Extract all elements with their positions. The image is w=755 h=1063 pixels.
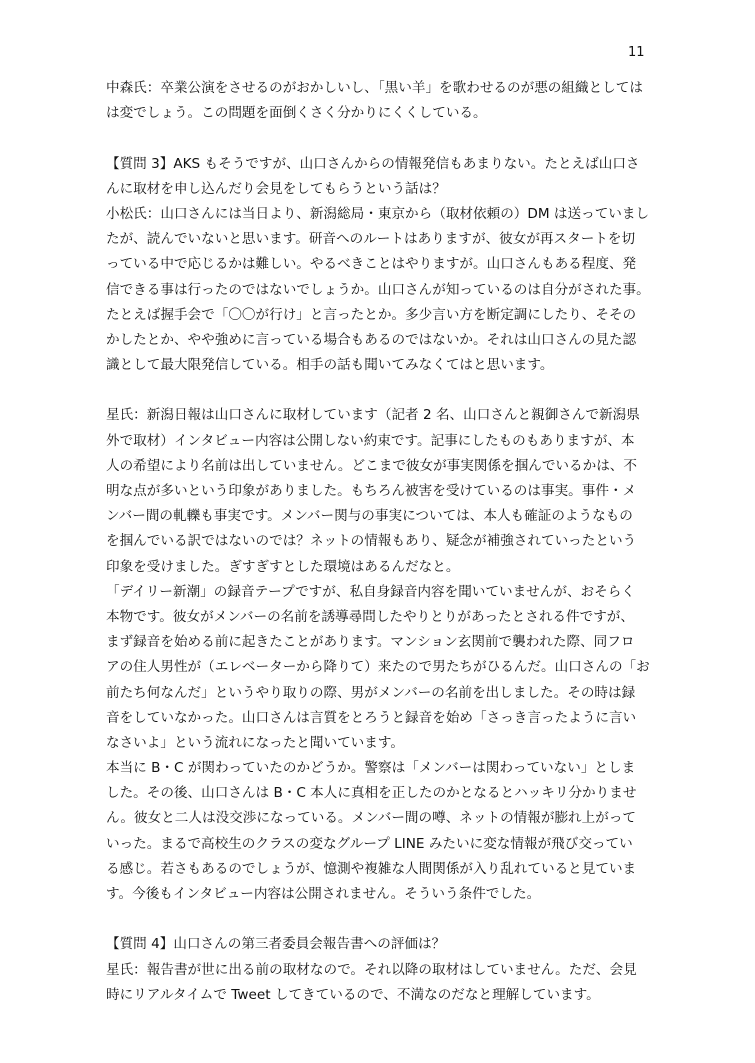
- text-line: たとえば握手会で「〇〇が行け」と言ったとか。多少言い方を断定調にしたり、そその: [106, 306, 637, 323]
- text-line: 「デイリー新潮」の録音テープですが、私自身録音内容を聞いていませんが、おそらく: [106, 583, 635, 600]
- text-line: 時にリアルタイムで Tweet してきているので、不満なのだなと理解しています。: [106, 986, 600, 1003]
- paragraph-gap: [106, 126, 666, 151]
- text-line: なさいよ」という流れになったと聞いています。: [106, 734, 404, 751]
- text-line: す。今後もインタビュー内容は公開されません。そういう条件でした。: [106, 886, 541, 902]
- text-line: まず録音を始める前に起きたことがあります。マンション玄関前で襲われた際、同フロ: [106, 634, 635, 651]
- text-line: 音をしていなかった。山口さんは言質をとろうと録音を始め「さっき言ったように言い: [106, 709, 637, 726]
- text-line: たが、読んでいないと思います。研音へのルートはありますが、彼女が再スタートを切: [106, 231, 636, 248]
- text-line: アの住人男性が（エレベーターから降りて）来たので男たちがひるんだ。山口さんの「お: [106, 659, 650, 676]
- text-line: 信できる事は行ったのではないでしょうか。山口さんが知っているのは自分がされた事。: [106, 281, 650, 298]
- text-line: 明な点が多いという印象がありました。もちろん被害を受けているのは事実。事件・メ: [106, 483, 637, 499]
- text-line: いった。まるで高校生のクラスの変なグループ LINE みたいに変な情報が飛び交ってい: [106, 835, 633, 852]
- text-line: 小松氏：山口さんには当日より、新潟総局・東京から（取材依頼の）DM は送っていまし: [106, 205, 650, 222]
- text-line: 識として最大限発信している。相手の話も聞いてみなくてはと思います。: [106, 357, 554, 374]
- page-number: 11: [628, 45, 645, 60]
- text-line: ンバー間の軋轢も事実です。メンバー関与の事実については、本人も確証のようなもの: [106, 508, 633, 525]
- paragraph: [106, 152, 666, 379]
- paragraph: [106, 76, 666, 126]
- text-line: 人の希望により名前は出していません。どこまで彼女が事実関係を掴んでいるかは、不: [106, 457, 637, 474]
- text-line: 本物です。彼女がメンバーの名前を誘導尋問したやりとりがあったとされる件ですが、: [106, 608, 634, 625]
- paragraph: [106, 932, 666, 1008]
- text-line: 本当に B・C が関わっていたのかどうか。警察は「メンバーは関わっていない」としま: [106, 760, 636, 777]
- text-line: 【質問 4】山口さんの第三者委員会報告書への評価は？: [106, 936, 446, 953]
- text-line: かしたとか、やや強めに言っている場合もあるのではないか。それは山口さんの見た認: [106, 331, 637, 348]
- text-line: 前たち何なんだ」というやり取りの際、男がメンバーの名前を出しました。その時は録: [106, 684, 636, 701]
- text-line: 【質問 3】AKS もそうですが、山口さんからの情報発信もあまりない。たとえば山口さ: [106, 155, 640, 172]
- paragraph: [106, 403, 666, 907]
- text-line: 印象を受けました。ぎすぎすとした環境はあるんだなと。: [106, 558, 460, 575]
- text-line: 中森氏：卒業公演をさせるのがおかしいし、「黒い羊」を歌わせるのが悪の組織としては: [106, 80, 643, 96]
- text-line: 星氏：報告書が世に出る前の取材なので。それ以降の取材はしていません。ただ、会見: [106, 961, 637, 978]
- text-line: る感じ。若さもあるのでしょうが、憶測や複雑な人間関係が入り乱れていると見ていま: [106, 860, 637, 877]
- document-body: [106, 76, 666, 1008]
- text-line: んに取材を申し込んだり会見をしてもらうという話は？: [106, 180, 446, 197]
- text-line: ん。彼女と二人は没交渉になっている。メンバー間の噂、ネットの情報が膨れ上がって: [106, 810, 637, 827]
- paragraph-gap: [106, 907, 666, 932]
- text-line: は変でしょう。この問題を面倒くさく分かりにくくしている。: [106, 105, 487, 122]
- text-line: っている中で応じるかは難しい。やるべきことはやりますが。山口さんもある程度、発: [106, 256, 637, 273]
- text-line: した。その後、山口さんは B・C 本人に真相を正したのかとなるとハッキリ分かりませ: [106, 785, 637, 802]
- text-line: 星氏：新潟日報は山口さんに取材しています（記者 2 名、山口さんと親御さんで新潟県: [106, 407, 640, 424]
- text-line: を掴んでいる訳ではないのでは？ネットの情報もあり、疑念が補強されていったという: [106, 533, 637, 550]
- paragraph-gap: [106, 378, 666, 403]
- text-line: 外で取材）インタビュー内容は公開しない約束です。記事にしたものもありますが、本: [106, 432, 635, 449]
